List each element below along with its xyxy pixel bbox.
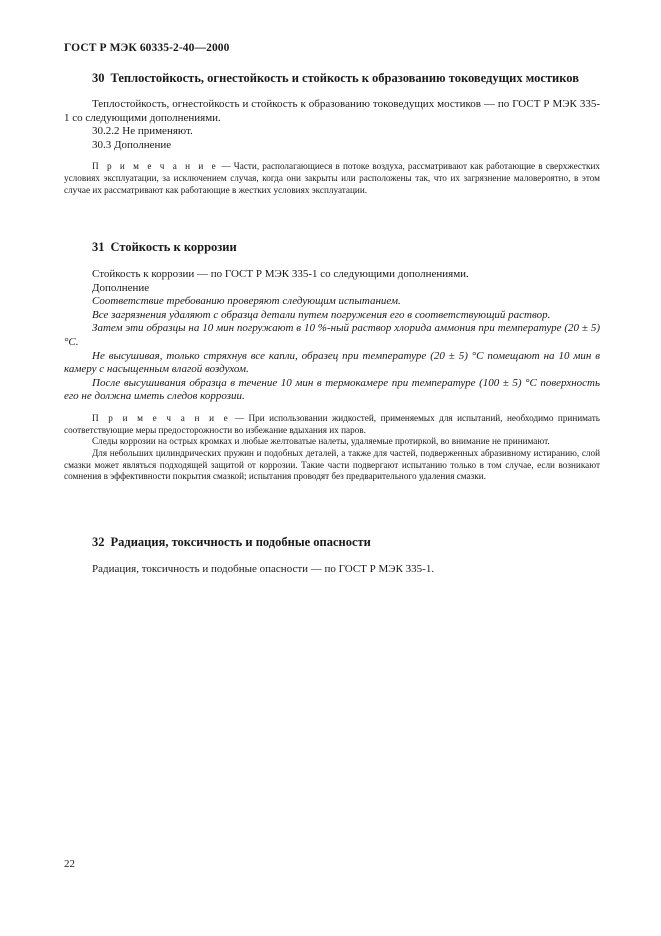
note-text: — Части, располагающиеся в потоке воздуха, рассматривают как работающие в сверхжестких условиях эксплуатации, за исключением случая, когда они закрыты или расположены так, что их загрязнение маловероятно, в этом случае их рассматривают как работающие в жестких условиях эксплуатации. bbox=[64, 161, 600, 195]
section-31-note bbox=[64, 413, 600, 436]
section-30-item-30-3: 30.3 Дополнение bbox=[92, 138, 172, 151]
section-30-note bbox=[64, 161, 600, 196]
section-30-item-30-2-2: 30.2.2 Не применяют. bbox=[92, 125, 193, 138]
section-31-addition: Дополнение bbox=[92, 281, 150, 294]
section-30-title: Теплостойкость, огнестойкость и стойкость к образованию токоведущих мостиков bbox=[110, 71, 579, 85]
section-31-test-3: Затем эти образцы на 10 мин погружают в 10 %-ный раствор хлорида аммония при температуре (20 ± 5) °С. bbox=[64, 322, 600, 348]
section-31-title: Стойкость к коррозии bbox=[110, 240, 237, 254]
section-31-note-p3: Для небольших цилиндрических пружин и подобных деталей, а также для частей, подверженных абразивному истиранию, слой смазки может являться подходящей защитой от коррозии. Такие части подвергают испытанию только в том случае, если возникают сомнения в эффективности покрытия смазкой; испытания проводят без предварительного удаления смазки. bbox=[64, 448, 600, 482]
page-number: 22 bbox=[64, 858, 75, 870]
section-31-number: 31 bbox=[92, 240, 105, 254]
section-31-test-1: Соответствие требованию проверяют следующим испытанием. bbox=[92, 295, 401, 308]
note-text: — При использовании жидкостей, применяемых для испытаний, необходимо принимать соответствующие меры предосторожности во избежание вдыхания их паров. bbox=[64, 412, 600, 435]
section-31-heading bbox=[64, 240, 600, 255]
section-30 bbox=[64, 71, 600, 196]
section-32-title: Радиация, токсичность и подобные опасности bbox=[110, 535, 371, 549]
section-30-number: 30 bbox=[92, 71, 105, 85]
section-31 bbox=[64, 240, 600, 483]
section-30-intro: Теплостойкость, огнестойкость и стойкость к образованию токоведущих мостиков — по ГОСТ Р МЭК 335-1 со следующими дополнениями. bbox=[64, 98, 600, 124]
document-header: ГОСТ Р МЭК 60335-2-40—2000 bbox=[64, 42, 230, 54]
section-31-test-2: Все загрязнения удаляют с образца детали путем погружения его в соответствующий раствор. bbox=[92, 308, 551, 321]
section-31-test-4: Не высушивая, только стряхнув все капли, образец при температуре (20 ± 5) °С помещают на 10 мин в камеру с насыщенным влагой воздухом. bbox=[64, 349, 600, 376]
section-30-heading bbox=[64, 71, 600, 86]
section-32-number: 32 bbox=[92, 535, 105, 549]
section-31-intro: Стойкость к коррозии — по ГОСТ Р МЭК 335-1 со следующими дополнениями. bbox=[92, 268, 469, 280]
note-label: П р и м е ч а н и е bbox=[92, 412, 231, 423]
section-31-note-p2: Следы коррозии на острых кромках и любые желтоватые налеты, удаляемые протиркой, во внимание не принимают. bbox=[92, 436, 550, 447]
section-32 bbox=[64, 535, 600, 577]
section-31-test-5: После высушивания образца в течение 10 мин в термокамере при температуре (100 ± 5) °С поверхность его не должна иметь следов коррозии. bbox=[64, 376, 600, 403]
section-32-heading bbox=[64, 535, 600, 550]
note-label: П р и м е ч а н и е bbox=[92, 161, 219, 172]
section-32-intro: Радиация, токсичность и подобные опасности — по ГОСТ Р МЭК 335-1. bbox=[92, 563, 435, 575]
